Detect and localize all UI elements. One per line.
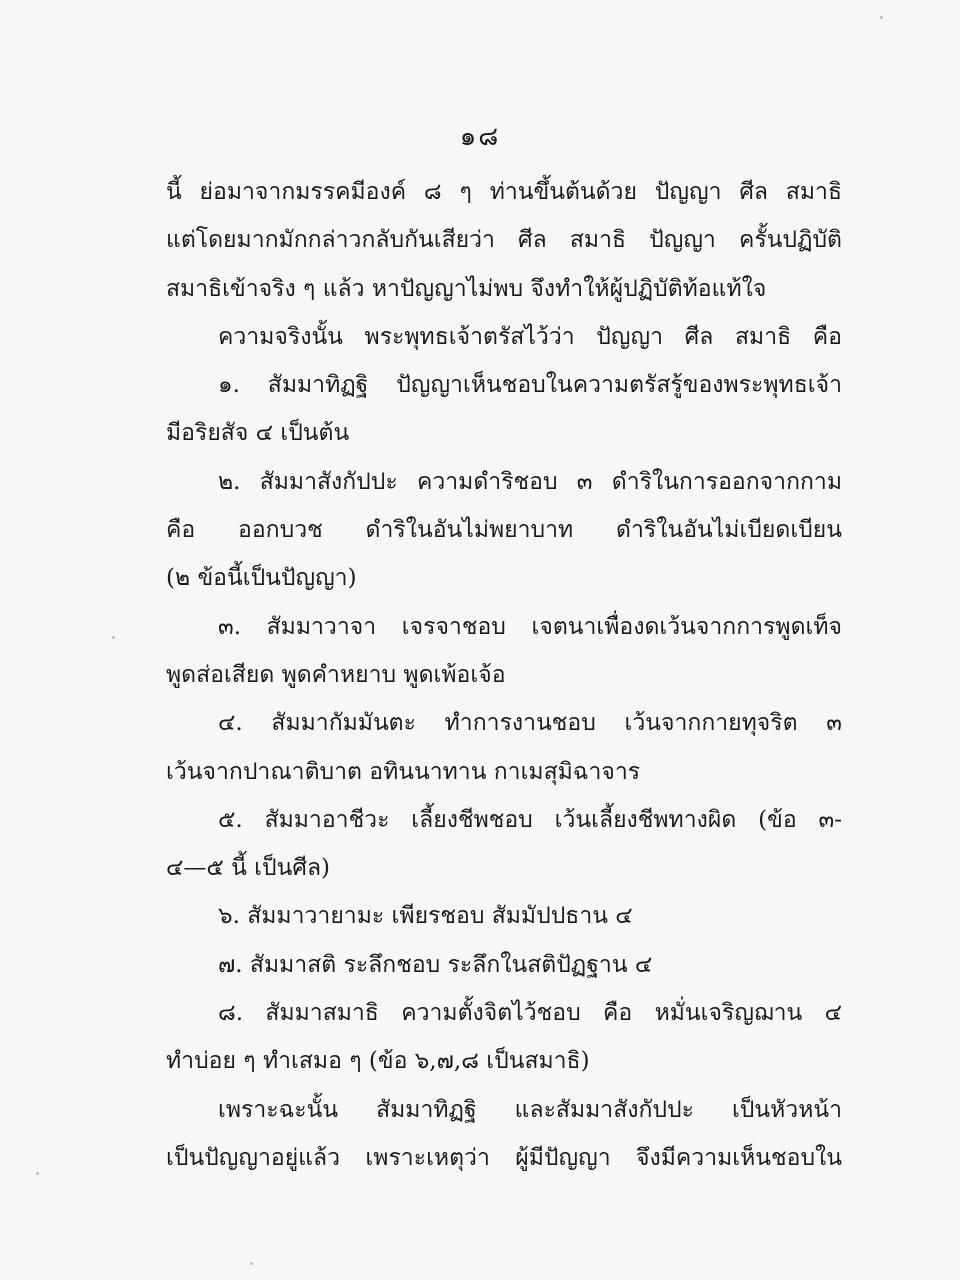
body-text [166, 168, 842, 1182]
paper-speck [112, 636, 115, 639]
text-line: เว้นจากปาณาติบาต อทินนาทาน กาเมสุมิฉาจาร [166, 758, 641, 785]
text-line: ความจริงนั้น พระพุทธเจ้าตรัสไว้ว่า ปัญญา ศีล สมาธิ คือ [218, 323, 842, 350]
text-line: ๑. สัมมาทิฏฐิ ปัญญาเห็นชอบในความตรัสรู้ของพระพุทธเจ้า [218, 372, 842, 399]
text-line: ๔—๕ นี้ เป็นศีล) [166, 855, 331, 882]
text-line: ๖. สัมมาวายามะ เพียรชอบ สัมมัปปธาน ๔ [218, 903, 633, 930]
text-line: ๓. สัมมาวาจา เจรจาชอบ เจตนาเพื่องดเว้นจากการพูดเท็จ [218, 613, 842, 640]
text-line: ๕. สัมมาอาชีวะ เลี้ยงชีพชอบ เว้นเลี้ยงชีพทางผิด (ข้อ ๓- [218, 806, 842, 833]
text-line: ๘. สัมมาสมาธิ ความตั้งจิตไว้ชอบ คือ หมั่นเจริญฌาน ๔ [218, 1000, 842, 1027]
page-number: ๑๘ [459, 122, 501, 152]
text-line: ๗. สัมมาสติ ระลึกชอบ ระลึกในสติปัฏฐาน ๔ [218, 951, 653, 978]
text-line: สมาธิเข้าจริง ๆ แล้ว หาปัญญาไม่พบ จึงทำให้ผู้ปฏิบัติท้อแท้ใจ [166, 275, 767, 302]
paper-speck [36, 1172, 39, 1175]
text-line: นี้ ย่อมาจากมรรคมีองค์ ๘ ๆ ท่านขึ้นต้นด้วย ปัญญา ศีล สมาธิ [166, 179, 842, 205]
text-line: (๒ ข้อนี้เป็นปัญญา) [166, 565, 357, 592]
text-line: แต่โดยมากมักกล่าวกลับกันเสียว่า ศีล สมาธิ ปัญญา ครั้นปฏิบัติ [166, 227, 842, 254]
text-line: พูดส่อเสียด พูดคำหยาบ พูดเพ้อเจ้อ [166, 661, 506, 688]
text-line: เป็นปัญญาอยู่แล้ว เพราะเหตุว่า ผู้มีปัญญา จึงมีความเห็นชอบใน [166, 1144, 842, 1171]
paper-speck [250, 1262, 253, 1265]
text-line: มีอริยสัจ ๔ เป็นต้น [166, 420, 350, 447]
text-line: ทำบ่อย ๆ ทำเสมอ ๆ (ข้อ ๖,๗,๘ เป็นสมาธิ) [166, 1048, 590, 1075]
paper-speck [880, 16, 883, 19]
text-line: คือ ออกบวช ดำริในอันไม่พยาบาท ดำริในอันไม่เบียดเบียน [166, 517, 842, 544]
text-line: เพราะฉะนั้น สัมมาทิฏฐิ และสัมมาสังกัปปะ เป็นหัวหน้า [218, 1096, 842, 1123]
text-line: ๒. สัมมาสังกัปปะ ความดำริชอบ ๓ ดำริในการออกจากกาม [218, 468, 842, 495]
text-line: ๔. สัมมากัมมันตะ ทำการงานชอบ เว้นจากกายทุจริต ๓ [218, 710, 842, 737]
